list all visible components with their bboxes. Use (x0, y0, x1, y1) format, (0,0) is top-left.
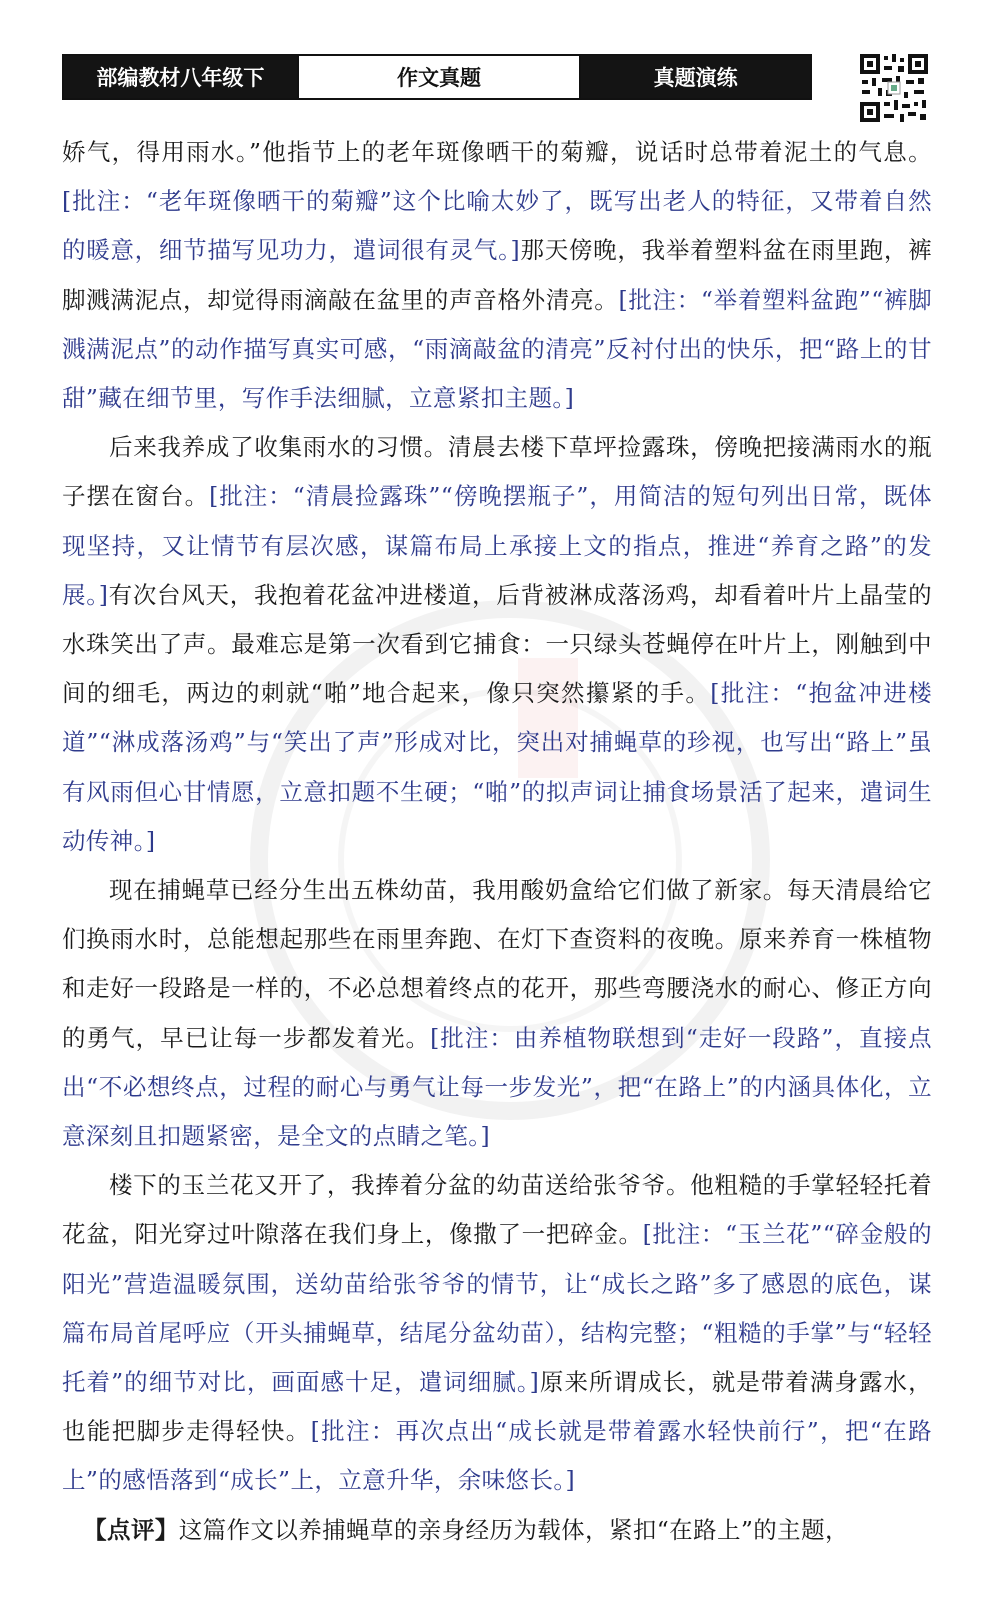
annotation-text: [批注：“举着塑料盆跑”“裤脚溅满泥点”的动作描写真实可感，“雨滴敲盆的清亮”反衬付出的快乐，把“路上的甘甜”藏在细节里，写作手法细腻，立意紧扣主题。] (62, 285, 932, 413)
review-label: 【点评】 (83, 1515, 179, 1544)
essay-paragraph (62, 1161, 932, 1505)
review-paragraph (62, 1506, 932, 1555)
essay-text: 现在捕蝇草已经分生出五株幼苗，我用酸奶盒给它们做了新家。每天清晨给它们换雨水时，总能想起那些在雨里奔跑、在灯下查资料的夜晚。原来养育一株植物和走好一段路是一样的，不必总想着终点的花开，那些弯腰浇水的耐心、修正方向的勇气，早已让每一步都发着光。 (62, 876, 932, 1052)
review-text: 这篇作文以养捕蝇草的亲身经历为载体，紧扣“在路上”的主题， (178, 1515, 849, 1544)
essay-text: 有次台风天，我抱着花盆冲进楼道，后背被淋成落汤鸡，却看着叶片上晶莹的水珠笑出了声。最难忘是第一次看到它捕食：一只绿头苍蝇停在叶片上，刚触到中间的细毛，两边的刺就“啪”地合起来，像只突然攥紧的手。 (62, 580, 932, 708)
essay-body (62, 128, 932, 1555)
essay-paragraph (62, 866, 932, 1161)
essay-text: 原来所谓成长，就是带着满身露水，也能把脚步走得轻快。 (62, 1368, 932, 1446)
essay-text: 那天傍晚，我举着塑料盆在雨里跑，裤脚溅满泥点，却觉得雨滴敲在盆里的声音格外清亮。 (62, 236, 932, 314)
header-practice-label: 真题演练 (581, 56, 810, 98)
annotation-text: [批注：再次点出“成长就是带着露水轻快前行”，把“在路上”的感悟落到“成长”上，立意升华，余味悠长。] (62, 1417, 933, 1495)
essay-paragraph (62, 423, 932, 866)
essay-paragraph (62, 128, 932, 423)
annotation-text: [批注：“玉兰花”“碎金般的阳光”营造温暖氛围，送幼苗给张爷爷的情节，让“成长之路”多了感恩的底色，谋篇布局首尾呼应（开头捕蝇草，结尾分盆幼苗），结构完整；“粗糙的手掌”与“轻轻托着”的细节对比，画面感十足，遣词细腻。] (62, 1220, 932, 1397)
essay-text: 楼下的玉兰花又开了，我捧着分盆的幼苗送给张爷爷。他粗糙的手掌轻轻托着花盆，阳光穿过叶隙落在我们身上，像撒了一把碎金。 (62, 1171, 932, 1249)
annotation-text: [批注：“抱盆冲进楼道”“淋成落汤鸡”与“笑出了声”形成对比，突出对捕蝇草的珍视，也写出“路上”虽有风雨但心甘情愿，立意扣题不生硬；“啪”的拟声词让捕食场景活了起来，遣词生动传神。] (62, 679, 933, 855)
annotation-text: [批注：由养植物联想到“走好一段路”，直接点出“不必想终点，过程的耐心与勇气让每一步发光”，把“在路上”的内涵具体化，立意深刻且扣题紧密，是全文的点睛之笔。] (62, 1023, 933, 1151)
qr-code-icon[interactable] (858, 52, 930, 124)
annotation-text: [批注：“老年斑像晒干的菊瓣”这个比喻太妙了，既写出老人的特征，又带着自然的暖意，细节描写见功力，遣词很有灵气。] (62, 187, 932, 265)
essay-text: 娇气，得用雨水。”他指节上的老年斑像晒干的菊瓣，说话时总带着泥土的气息。 (62, 138, 932, 166)
essay-text: 后来我养成了收集雨水的习惯。清晨去楼下草坪捡露珠，傍晚把接满雨水的瓶子摆在窗台。 (62, 433, 932, 511)
header-bar (62, 54, 812, 100)
annotation-text: [批注：“清晨捡露珠”“傍晚摆瓶子”，用简洁的短句列出日常，既体现坚持，又让情节有层次感，谋篇布局上承接上文的指点，推进“养育之路”的发展。] (62, 482, 932, 609)
header-section-title: 作文真题 (297, 56, 581, 98)
header-textbook-label: 部编教材八年级下 (64, 56, 297, 98)
